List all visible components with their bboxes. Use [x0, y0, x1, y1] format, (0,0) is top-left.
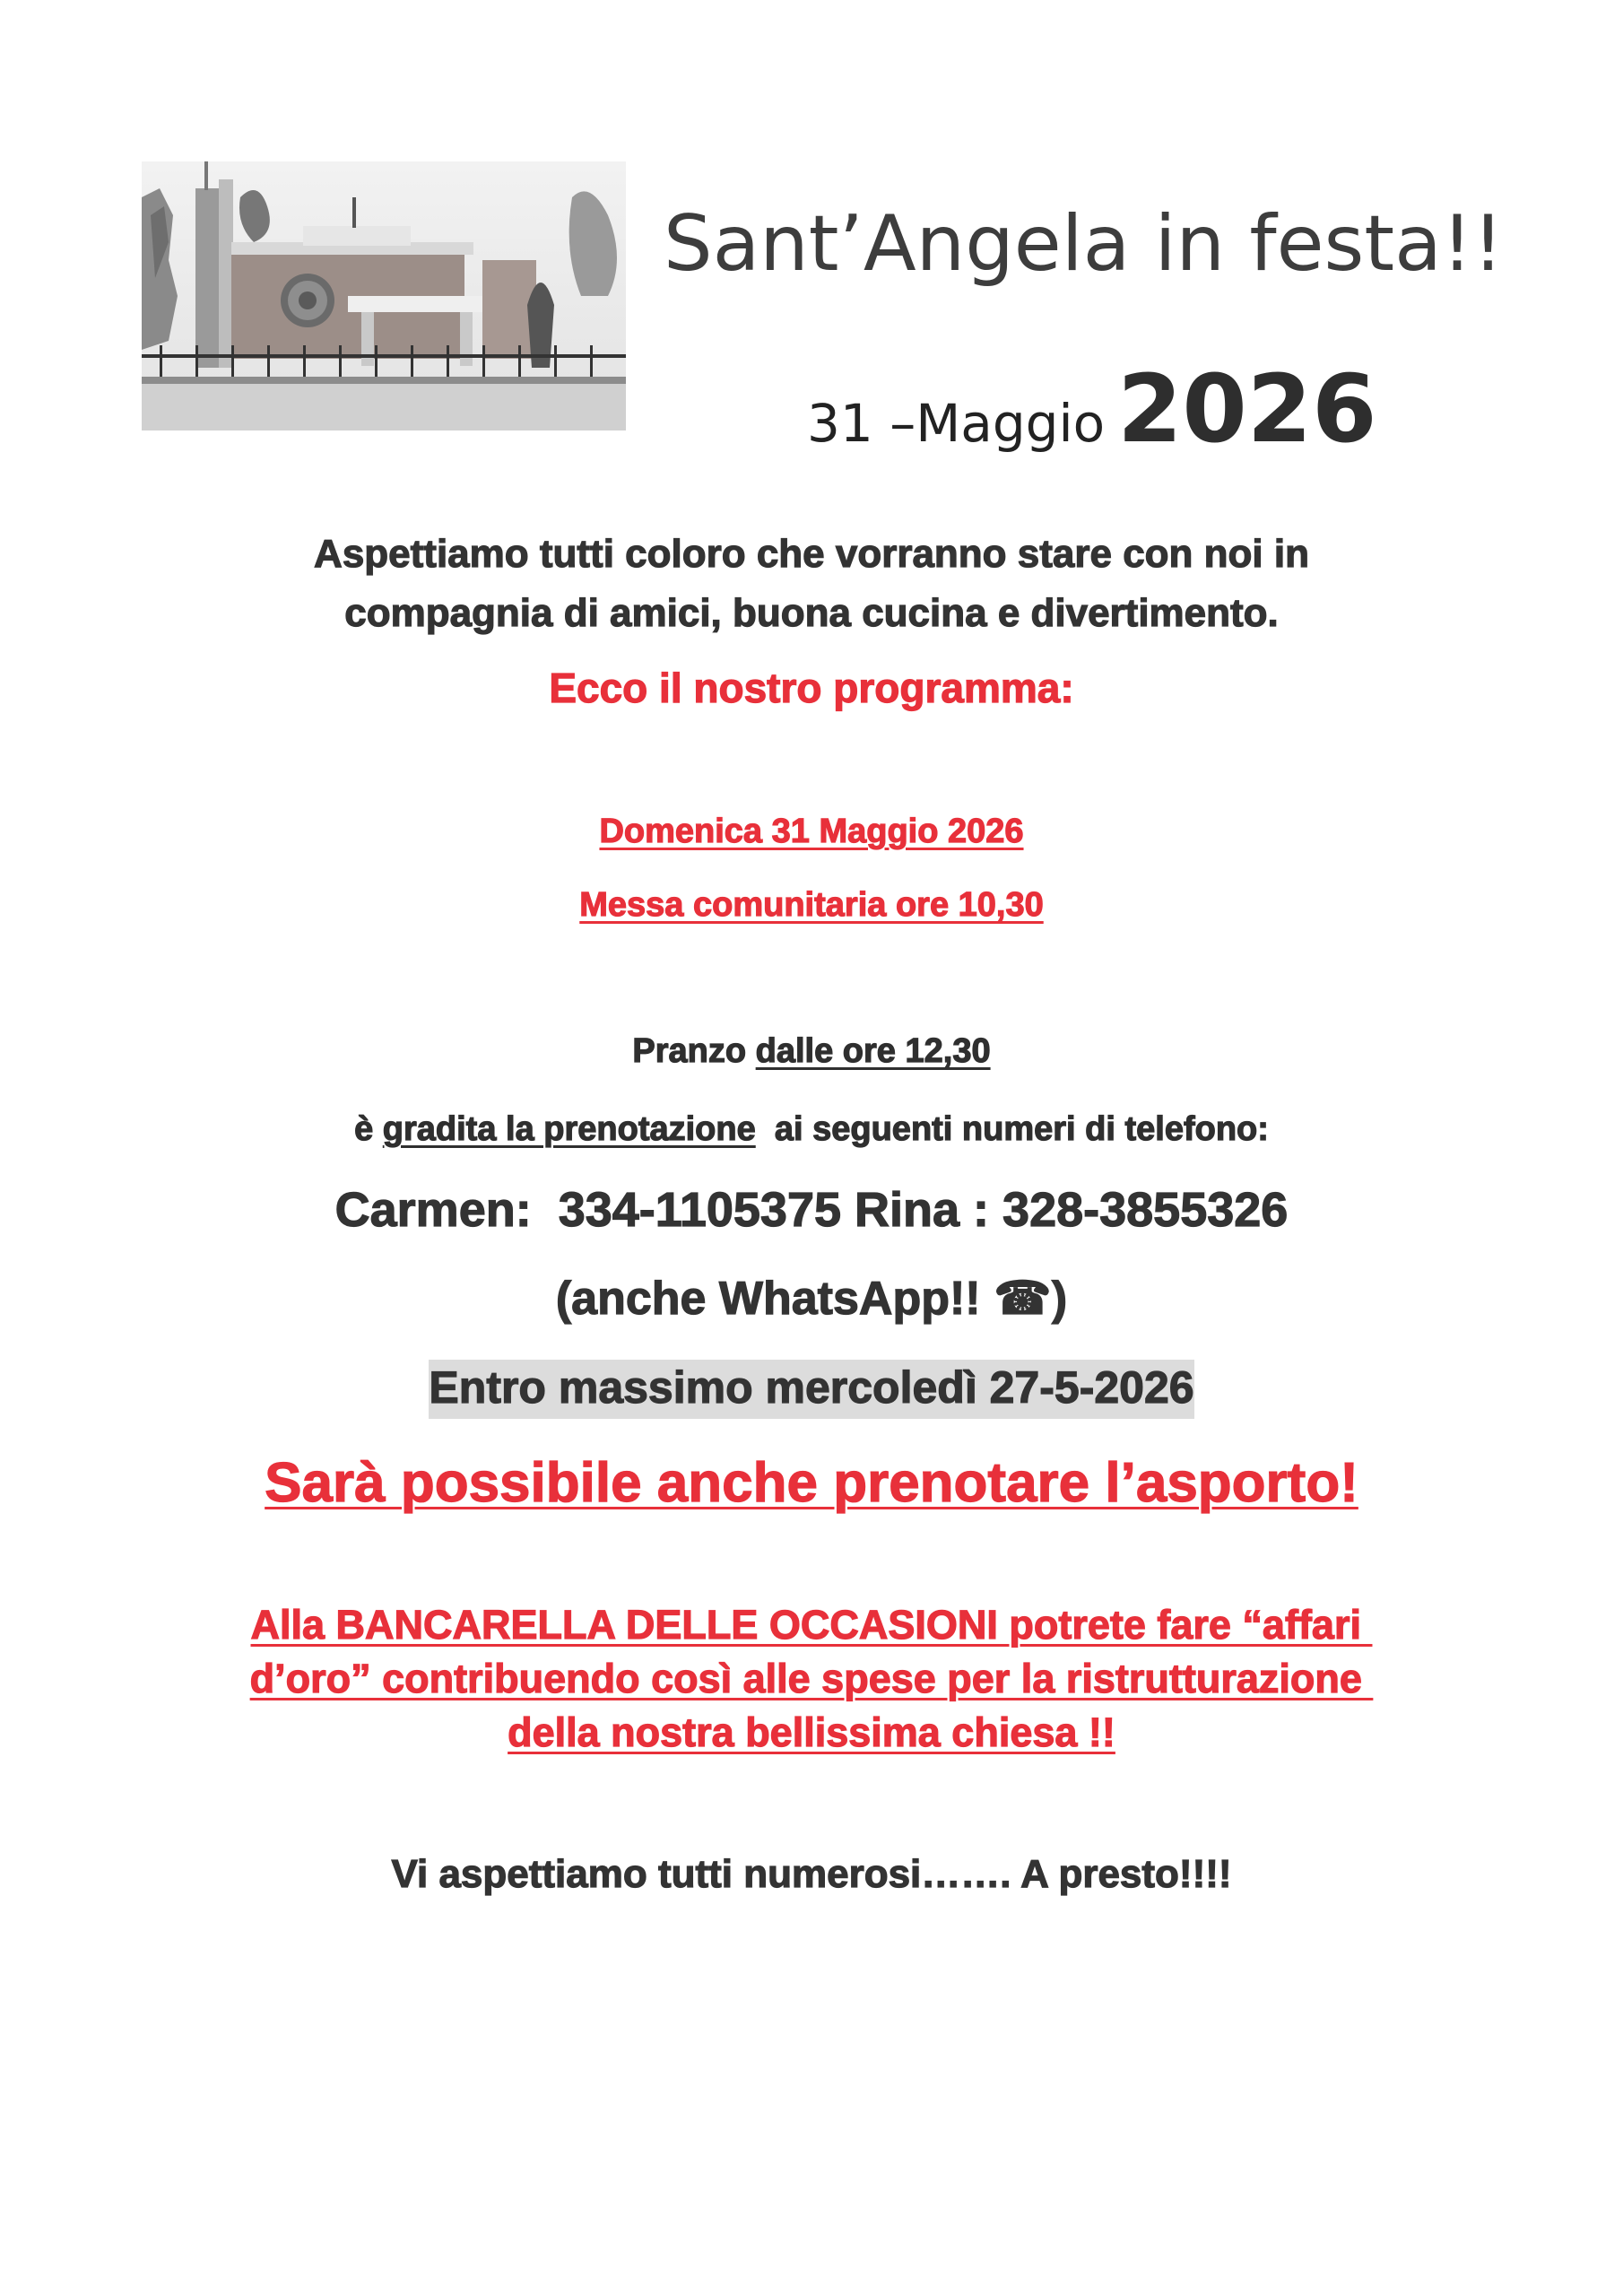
- stall-notice: [0, 1598, 1623, 1760]
- schedule-lunch: [0, 1032, 1623, 1071]
- church-photo: [142, 161, 626, 430]
- stall-line-3: della nostra bellissima chiesa !!: [508, 1709, 1115, 1755]
- reserve-underlined: gradita la prenotazione: [382, 1110, 756, 1148]
- reservation-note: [0, 1110, 1623, 1149]
- closing-text: Vi aspettiamo tutti numerosi……. A presto!!!!: [391, 1852, 1232, 1896]
- schedule-mass-text: Messa comunitaria ore 10,30: [579, 886, 1044, 924]
- reserve-prefix: è: [354, 1110, 383, 1148]
- intro-text: [0, 525, 1623, 643]
- reservation-deadline: Entro massimo mercoledì 27-5-2026: [429, 1360, 1193, 1419]
- page-title: Sant’Angela in festa!!: [664, 199, 1504, 289]
- program-heading: Ecco il nostro programma:: [549, 665, 1074, 711]
- whatsapp-note: (anche WhatsApp!! ☎): [555, 1273, 1068, 1325]
- deadline-row: [0, 1360, 1623, 1419]
- intro-line-1: Aspettiamo tutti coloro che vorranno stare con noi in: [314, 532, 1309, 576]
- takeaway-notice: [0, 1451, 1623, 1515]
- event-date-day-month: 31 –Maggio: [807, 393, 1106, 454]
- phone-numbers: Carmen: 334-1105375 Rina : 328-3855326: [334, 1183, 1289, 1237]
- schedule-mass: [0, 886, 1623, 925]
- lunch-prefix: Pranzo: [632, 1032, 756, 1070]
- event-date: [807, 354, 1377, 464]
- stall-line-2: d’oro” contribuendo così alle spese per la ristrutturazione: [249, 1656, 1374, 1701]
- event-date-year: 2026: [1117, 354, 1377, 464]
- intro-line-2: compagnia di amici, buona cucina e divertimento.: [344, 591, 1279, 635]
- schedule-sunday: [0, 813, 1623, 851]
- lunch-time: dalle ore 12,30: [755, 1032, 991, 1070]
- reserve-suffix: ai seguenti numeri di telefono:: [755, 1110, 1269, 1148]
- schedule-sunday-text: Domenica 31 Maggio 2026: [599, 813, 1024, 850]
- stall-line-1: Alla BANCARELLA DELLE OCCASIONI potrete fare “affari: [250, 1602, 1373, 1648]
- takeaway-text: Sarà possibile anche prenotare l’asporto!: [265, 1452, 1358, 1514]
